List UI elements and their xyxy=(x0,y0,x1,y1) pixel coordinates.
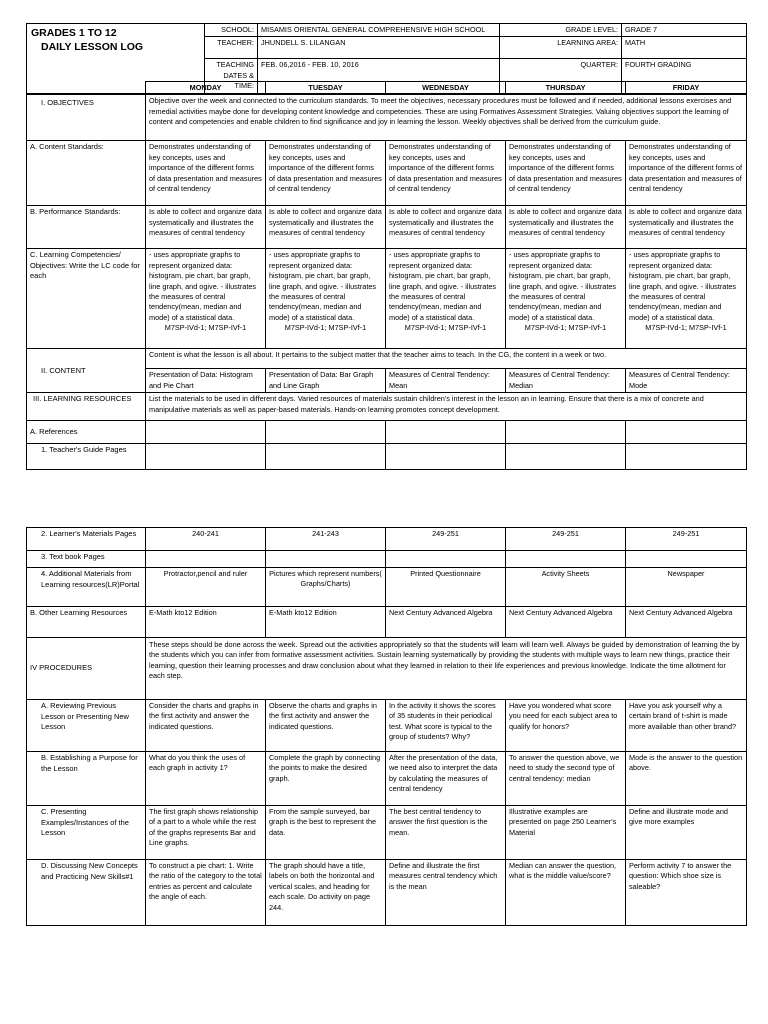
lm-label: 2. Learner's Materials Pages xyxy=(27,528,146,551)
content-cell-monday: Presentation of Data: Histogram and Pie Chart xyxy=(146,369,266,393)
purpose-wednesday: After the presentation of the data, we need also to interpret the data by calculating the measures of central tendency xyxy=(386,752,506,806)
lesson-log-main xyxy=(26,81,747,470)
content-cell-wednesday: Measures of Central Tendency: Mean xyxy=(386,369,506,393)
review-friday: Have you ask yourself why a certain brand of t-shirt is made more available than other brand? xyxy=(626,700,747,752)
examples-wednesday: The best central tendency to answer the first question is the mean. xyxy=(386,806,506,860)
competencies-label: C. Learning Competencies/ Objectives: Write the LC code for each xyxy=(27,249,146,349)
additional-monday: Protractor,pencil and ruler xyxy=(146,568,266,607)
lm-thursday: 249-251 xyxy=(506,528,626,551)
performance-standards-cell: Is able to collect and organize data systematically and illustrates the measures of central tendency xyxy=(626,206,747,249)
examples-friday: Define and illustrate mode and give more examples xyxy=(626,806,747,860)
purpose-tuesday: Complete the graph by connecting the points to make the desired graph. xyxy=(266,752,386,806)
content-standards-cell: Demonstrates understanding of key concepts, uses and importance of the different forms of data presentation and measures of central tendency xyxy=(146,141,266,206)
content-standards-cell: Demonstrates understanding of key concepts, uses and importance of the different forms of data presentation and measures of central tendency xyxy=(626,141,747,206)
other-wednesday: Next Century Advanced Algebra xyxy=(386,607,506,638)
discussing-friday: Perform activity 7 to answer the question: Which shoe size is saleable? xyxy=(626,860,747,926)
competency-codes: M7SP-IVd-1; M7SP-IVf-1 xyxy=(645,323,727,333)
additional-friday: Newspaper xyxy=(626,568,747,607)
day-thursday: THURSDAY xyxy=(506,82,626,95)
discussing-wednesday: Define and illustrate the first measures central tendency which is the mean xyxy=(386,860,506,926)
competencies-text: - uses appropriate graphs to represent organized data: histogram, pie chart, bar graph, line graph, and ogive. - illustrates the measures of central tendency(mean, median and mode) of a statistical data. xyxy=(629,250,737,322)
content-standards-cell: Demonstrates understanding of key concepts, uses and importance of the different forms of data presentation and measures of central tendency xyxy=(266,141,386,206)
lesson-log-page2 xyxy=(26,527,747,926)
day-tuesday: TUESDAY xyxy=(266,82,386,95)
content-cell-thursday: Measures of Central Tendency: Median xyxy=(506,369,626,393)
review-thursday: Have you wondered what score you need for each subject area to qualify for honors? xyxy=(506,700,626,752)
competencies-cell xyxy=(626,249,747,349)
other-resources-label: B. Other Learning Resources xyxy=(27,607,146,638)
competencies-text: - uses appropriate graphs to represent organized data: histogram, pie chart, bar graph, line graph, and ogive. - illustrates the measures of central tendency(mean, median and mode) of a statistical data. xyxy=(149,250,257,322)
performance-standards-cell: Is able to collect and organize data systematically and illustrates the measures of central tendency xyxy=(266,206,386,249)
content-standards-cell: Demonstrates understanding of key concepts, uses and importance of the different forms of data presentation and measures of central tendency xyxy=(386,141,506,206)
resources-label: III. LEARNING RESOURCES xyxy=(27,393,146,421)
additional-wednesday: Printed Questionnaire xyxy=(386,568,506,607)
other-friday: Next Century Advanced Algebra xyxy=(626,607,747,638)
examples-tuesday: From the sample surveyed, bar graph is the best to represent the data. xyxy=(266,806,386,860)
performance-standards-label: B. Performance Standards: xyxy=(27,206,146,249)
competency-codes: M7SP-IVd-1; M7SP-IVf-1 xyxy=(284,323,367,333)
additional-thursday: Activity Sheets xyxy=(506,568,626,607)
discussing-thursday: Median can answer the question, what is the middle value/score? xyxy=(506,860,626,926)
lm-monday: 240-241 xyxy=(146,528,266,551)
examples-monday: The first graph shows relationship of a part to a whole while the rest of the graphs represents Bar and Line graphs. xyxy=(146,806,266,860)
teachers-guide-label: 1. Teacher's Guide Pages xyxy=(27,444,146,470)
procedures-text: These steps should be done across the week. Spread out the activities appropriately so that the students will learn will learn well. Always be guided by demonstration of learning the by the students which you can infer from formative assessment activities. Sustain learning systematically by providing the students with multiple ways to learn new things, practice their learning, question their learning processes and draw conclusion about what they learned in relation to their life experiences and previous knowledge. Indicate the time allotment for each step. xyxy=(146,638,747,700)
content-standards-cell: Demonstrates understanding of key concepts, uses and importance of the different forms of data presentation and measures of central tendency xyxy=(506,141,626,206)
objectives-text: Objective over the week and connected to the curriculum standards. To meet the objectives, necessary procedures must be followed and if needed, additional lessons exercises and remedial activities maybe done for developing content knowledge and competencies. These are using Formatives Assessment Strategies. Valuing objectives support the learning of content and competencies and enable children to find significance and joy in learning the lesson. Weekly objectives shall be derived from the curriculum guide. xyxy=(146,95,747,141)
additional-label: 4. Additional Materials from Learning resources(LR)Portal xyxy=(27,568,146,607)
additional-tuesday: Pictures which represent numbers( Graphs/Charts) xyxy=(266,568,386,607)
references-label: A. References xyxy=(27,421,146,444)
review-monday: Consider the charts and graphs in the first activity and answer the indicated questions. xyxy=(146,700,266,752)
dates-value: FEB. 06,2016 - FEB. 10, 2016 xyxy=(258,59,500,93)
procedures-label: IV PROCEDURES xyxy=(27,638,146,700)
lm-wednesday: 249-251 xyxy=(386,528,506,551)
title-grades: GRADES 1 TO 12 xyxy=(31,27,117,39)
textbook-label: 3. Text book Pages xyxy=(27,551,146,568)
discussing-tuesday: The graph should have a title, labels on both the horizontal and vertical scales, and heading for each scale. Do activity on page 244. xyxy=(266,860,386,926)
area-value: MATH xyxy=(622,37,747,59)
other-tuesday: E-Math kto12 Edition xyxy=(266,607,386,638)
examples-label: C. Presenting Examples/Instances of the Lesson xyxy=(27,806,146,860)
other-monday: E-Math kto12 Edition xyxy=(146,607,266,638)
dates-label: TEACHING DATES & TIME: xyxy=(205,59,258,93)
competencies-text: - uses appropriate graphs to represent organized data: histogram, pie chart, bar graph, line graph, and ogive. - illustrates the measures of central tendency(mean, median and mode) of a statistical data. xyxy=(269,250,377,322)
discussing-label: D. Discussing New Concepts and Practicing New Skills#1 xyxy=(27,860,146,926)
competency-codes: M7SP-IVd-1; M7SP-IVf-1 xyxy=(404,323,487,333)
lm-friday: 249-251 xyxy=(626,528,747,551)
teacher-label: TEACHER: xyxy=(205,37,258,59)
competencies-cell xyxy=(506,249,626,349)
purpose-thursday: To answer the question above, we need to study the second type of central tendency: median xyxy=(506,752,626,806)
quarter-value: FOURTH GRADING xyxy=(622,59,747,93)
competency-codes: M7SP-IVd-1; M7SP-IVf-1 xyxy=(164,323,247,333)
content-cell-friday: Measures of Central Tendency: Mode xyxy=(626,369,747,393)
purpose-label: B. Establishing a Purpose for the Lesson xyxy=(27,752,146,806)
performance-standards-cell: Is able to collect and organize data systematically and illustrates the measures of central tendency xyxy=(386,206,506,249)
competency-codes: M7SP-IVd-1; M7SP-IVf-1 xyxy=(524,323,607,333)
objectives-label: I. OBJECTIVES xyxy=(27,95,146,141)
area-label: LEARNING AREA: xyxy=(500,37,622,59)
other-thursday: Next Century Advanced Algebra xyxy=(506,607,626,638)
competencies-cell xyxy=(386,249,506,349)
content-standards-label: A. Content Standards: xyxy=(27,141,146,206)
grade-label: GRADE LEVEL: xyxy=(500,24,622,37)
teacher-value: JHUNDELL S. LILANGAN xyxy=(258,37,500,59)
day-friday: FRIDAY xyxy=(626,82,747,95)
day-wednesday: WEDNESDAY xyxy=(386,82,506,95)
review-wednesday: In the activity it shows the scores of 35 students in their periodical test. What score is typical to the group of students? Why? xyxy=(386,700,506,752)
purpose-friday: Mode is the answer to the question above. xyxy=(626,752,747,806)
competencies-cell xyxy=(266,249,386,349)
performance-standards-cell: Is able to collect and organize data systematically and illustrates the measures of central tendency xyxy=(146,206,266,249)
content-cell-tuesday: Presentation of Data: Bar Graph and Line Graph xyxy=(266,369,386,393)
competencies-cell xyxy=(146,249,266,349)
performance-standards-cell: Is able to collect and organize data systematically and illustrates the measures of central tendency xyxy=(506,206,626,249)
competencies-text: - uses appropriate graphs to represent organized data: histogram, pie chart, bar graph, line graph, and ogive. - illustrates the measures of central tendency(mean, median and mode) of a statistical data. xyxy=(389,250,497,322)
competencies-text: - uses appropriate graphs to represent organized data: histogram, pie chart, bar graph, line graph, and ogive. - illustrates the measures of central tendency(mean, median and mode) of a statistical data. xyxy=(509,250,617,322)
grade-value: GRADE 7 xyxy=(622,24,747,37)
school-value: MISAMIS ORIENTAL GENERAL COMPREHENSIVE HIGH SCHOOL xyxy=(258,24,500,37)
resources-text: List the materials to be used in different days. Varied resources of materials sustain children's interest in the lesson an in learning. Ensure that there is a mix of concrete and manipulative materials as well as paper-based materials. Hands-on learning promotes concept development. xyxy=(146,393,747,421)
review-label: A. Reviewing Previous Lesson or Presenting New Lesson xyxy=(27,700,146,752)
content-label: II. CONTENT xyxy=(27,349,146,393)
school-label: SCHOOL: xyxy=(205,24,258,37)
day-monday: MONDAY xyxy=(146,82,266,95)
lm-tuesday: 241-243 xyxy=(266,528,386,551)
purpose-monday: What do you think the uses of each graph in activity 1? xyxy=(146,752,266,806)
examples-thursday: Illustrative examples are presented on page 250 Learner's Material xyxy=(506,806,626,860)
title-dll: DAILY LESSON LOG xyxy=(41,41,144,53)
review-tuesday: Observe the charts and graphs in the first activity and answer the indicated questions. xyxy=(266,700,386,752)
quarter-label: QUARTER: xyxy=(500,59,622,93)
content-text: Content is what the lesson is all about. It pertains to the subject matter that the teacher aims to teach. In the CG, the content in a week or two. xyxy=(146,349,747,369)
discussing-monday: To construct a pie chart: 1. Write the ratio of the category to the total entries as percent and calculate the angle of each. xyxy=(146,860,266,926)
